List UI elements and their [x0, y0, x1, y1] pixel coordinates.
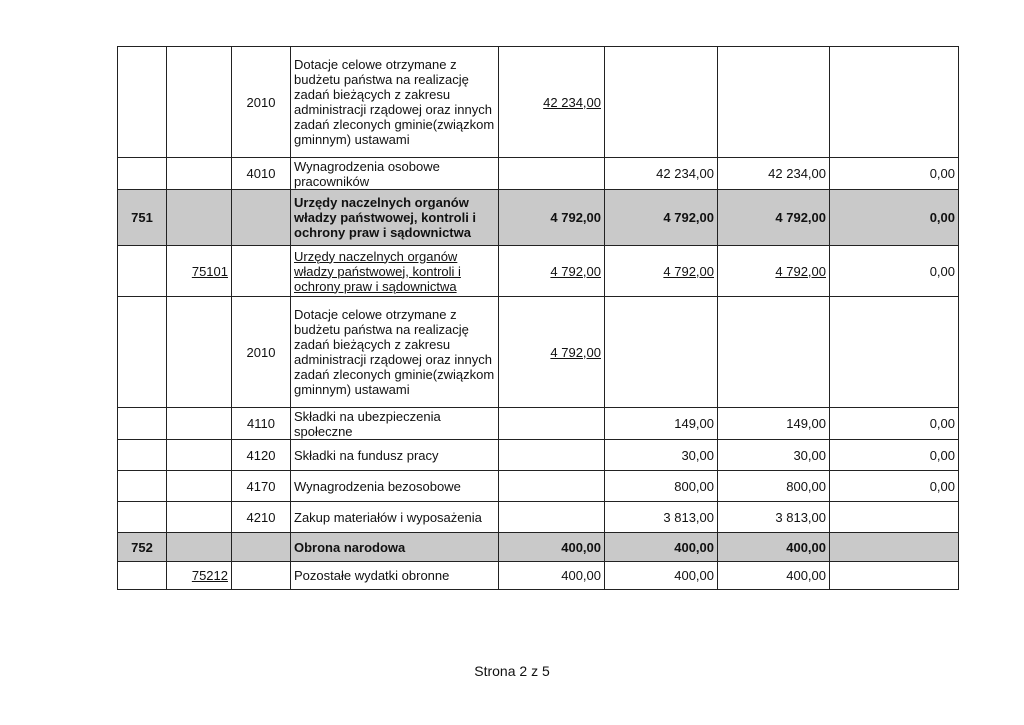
execution-cell: 4 792,00 [718, 190, 830, 246]
dzial-cell [118, 297, 167, 408]
chapter-row [118, 533, 959, 562]
expense-plan-cell [605, 47, 718, 158]
plan-cell: 42 234,00 [499, 47, 605, 158]
table-row [118, 471, 959, 502]
dzial-cell: 751 [118, 190, 167, 246]
execution-cell [718, 297, 830, 408]
description-cell: Składki na ubezpieczenia społeczne [291, 408, 499, 440]
dzial-cell [118, 440, 167, 471]
rozdzial-cell [167, 158, 232, 190]
percent-cell: 0,00 [830, 440, 959, 471]
paragraf-cell: 2010 [232, 297, 291, 408]
plan-cell [499, 440, 605, 471]
percent-cell: 0,00 [830, 158, 959, 190]
percent-cell: 0,00 [830, 471, 959, 502]
execution-cell [718, 47, 830, 158]
percent-cell [830, 297, 959, 408]
execution-cell: 800,00 [718, 471, 830, 502]
dzial-cell [118, 246, 167, 297]
paragraf-cell [232, 190, 291, 246]
execution-cell: 400,00 [718, 562, 830, 590]
description-cell: Dotacje celowe otrzymane z budżetu państwa na realizację zadań bieżących z zakresu administracji rządowej oraz innych zadań zleconych gminie(związkom gminnym) ustawami [291, 297, 499, 408]
execution-cell: 3 813,00 [718, 502, 830, 533]
percent-cell: 0,00 [830, 190, 959, 246]
execution-cell: 42 234,00 [718, 158, 830, 190]
description-cell: Urzędy naczelnych organów władzy państwowej, kontroli i ochrony praw i sądownictwa [291, 246, 499, 297]
dzial-cell [118, 562, 167, 590]
percent-cell [830, 533, 959, 562]
execution-cell: 30,00 [718, 440, 830, 471]
plan-cell: 400,00 [499, 533, 605, 562]
table-row [118, 158, 959, 190]
expense-plan-cell [605, 297, 718, 408]
subchapter-row [118, 246, 959, 297]
description-cell: Pozostałe wydatki obronne [291, 562, 499, 590]
dzial-cell [118, 158, 167, 190]
description-cell: Składki na fundusz pracy [291, 440, 499, 471]
percent-cell: 0,00 [830, 408, 959, 440]
subchapter-row [118, 562, 959, 590]
plan-cell [499, 502, 605, 533]
paragraf-cell: 4010 [232, 158, 291, 190]
plan-cell [499, 471, 605, 502]
dzial-cell [118, 502, 167, 533]
description-cell: Obrona narodowa [291, 533, 499, 562]
paragraf-cell: 4120 [232, 440, 291, 471]
description-cell: Dotacje celowe otrzymane z budżetu państwa na realizację zadań bieżących z zakresu administracji rządowej oraz innych zadań zleconych gminie(związkom gminnym) ustawami [291, 47, 499, 158]
plan-cell [499, 408, 605, 440]
table-row [118, 408, 959, 440]
budget-table [117, 46, 959, 590]
paragraf-cell [232, 562, 291, 590]
table-row [118, 297, 959, 408]
paragraf-cell [232, 246, 291, 297]
page-number: Strona 2 z 5 [474, 663, 550, 679]
dzial-cell [118, 47, 167, 158]
paragraf-cell [232, 533, 291, 562]
expense-plan-cell: 4 792,00 [605, 190, 718, 246]
expense-plan-cell: 400,00 [605, 562, 718, 590]
description-cell: Wynagrodzenia osobowe pracowników [291, 158, 499, 190]
expense-plan-cell: 4 792,00 [605, 246, 718, 297]
paragraf-cell: 4210 [232, 502, 291, 533]
plan-cell: 4 792,00 [499, 246, 605, 297]
expense-plan-cell: 42 234,00 [605, 158, 718, 190]
rozdzial-cell [167, 471, 232, 502]
rozdzial-cell [167, 533, 232, 562]
expense-plan-cell: 3 813,00 [605, 502, 718, 533]
paragraf-cell: 2010 [232, 47, 291, 158]
expense-plan-cell: 400,00 [605, 533, 718, 562]
chapter-row [118, 190, 959, 246]
plan-cell: 400,00 [499, 562, 605, 590]
table-row [118, 502, 959, 533]
dzial-cell [118, 408, 167, 440]
dzial-cell: 752 [118, 533, 167, 562]
expense-plan-cell: 30,00 [605, 440, 718, 471]
rozdzial-cell: 75101 [167, 246, 232, 297]
rozdzial-cell: 75212 [167, 562, 232, 590]
plan-cell: 4 792,00 [499, 297, 605, 408]
percent-cell: 0,00 [830, 246, 959, 297]
percent-cell [830, 47, 959, 158]
description-cell: Wynagrodzenia bezosobowe [291, 471, 499, 502]
plan-cell: 4 792,00 [499, 190, 605, 246]
rozdzial-cell [167, 440, 232, 471]
percent-cell [830, 562, 959, 590]
execution-cell: 400,00 [718, 533, 830, 562]
dzial-cell [118, 471, 167, 502]
rozdzial-cell [167, 190, 232, 246]
plan-cell [499, 158, 605, 190]
execution-cell: 149,00 [718, 408, 830, 440]
rozdzial-cell [167, 297, 232, 408]
description-cell: Zakup materiałów i wyposażenia [291, 502, 499, 533]
execution-cell: 4 792,00 [718, 246, 830, 297]
rozdzial-cell [167, 47, 232, 158]
paragraf-cell: 4170 [232, 471, 291, 502]
rozdzial-cell [167, 502, 232, 533]
table-row [118, 47, 959, 158]
rozdzial-cell [167, 408, 232, 440]
table-row [118, 440, 959, 471]
paragraf-cell: 4110 [232, 408, 291, 440]
expense-plan-cell: 800,00 [605, 471, 718, 502]
description-cell: Urzędy naczelnych organów władzy państwowej, kontroli i ochrony praw i sądownictwa [291, 190, 499, 246]
expense-plan-cell: 149,00 [605, 408, 718, 440]
percent-cell [830, 502, 959, 533]
